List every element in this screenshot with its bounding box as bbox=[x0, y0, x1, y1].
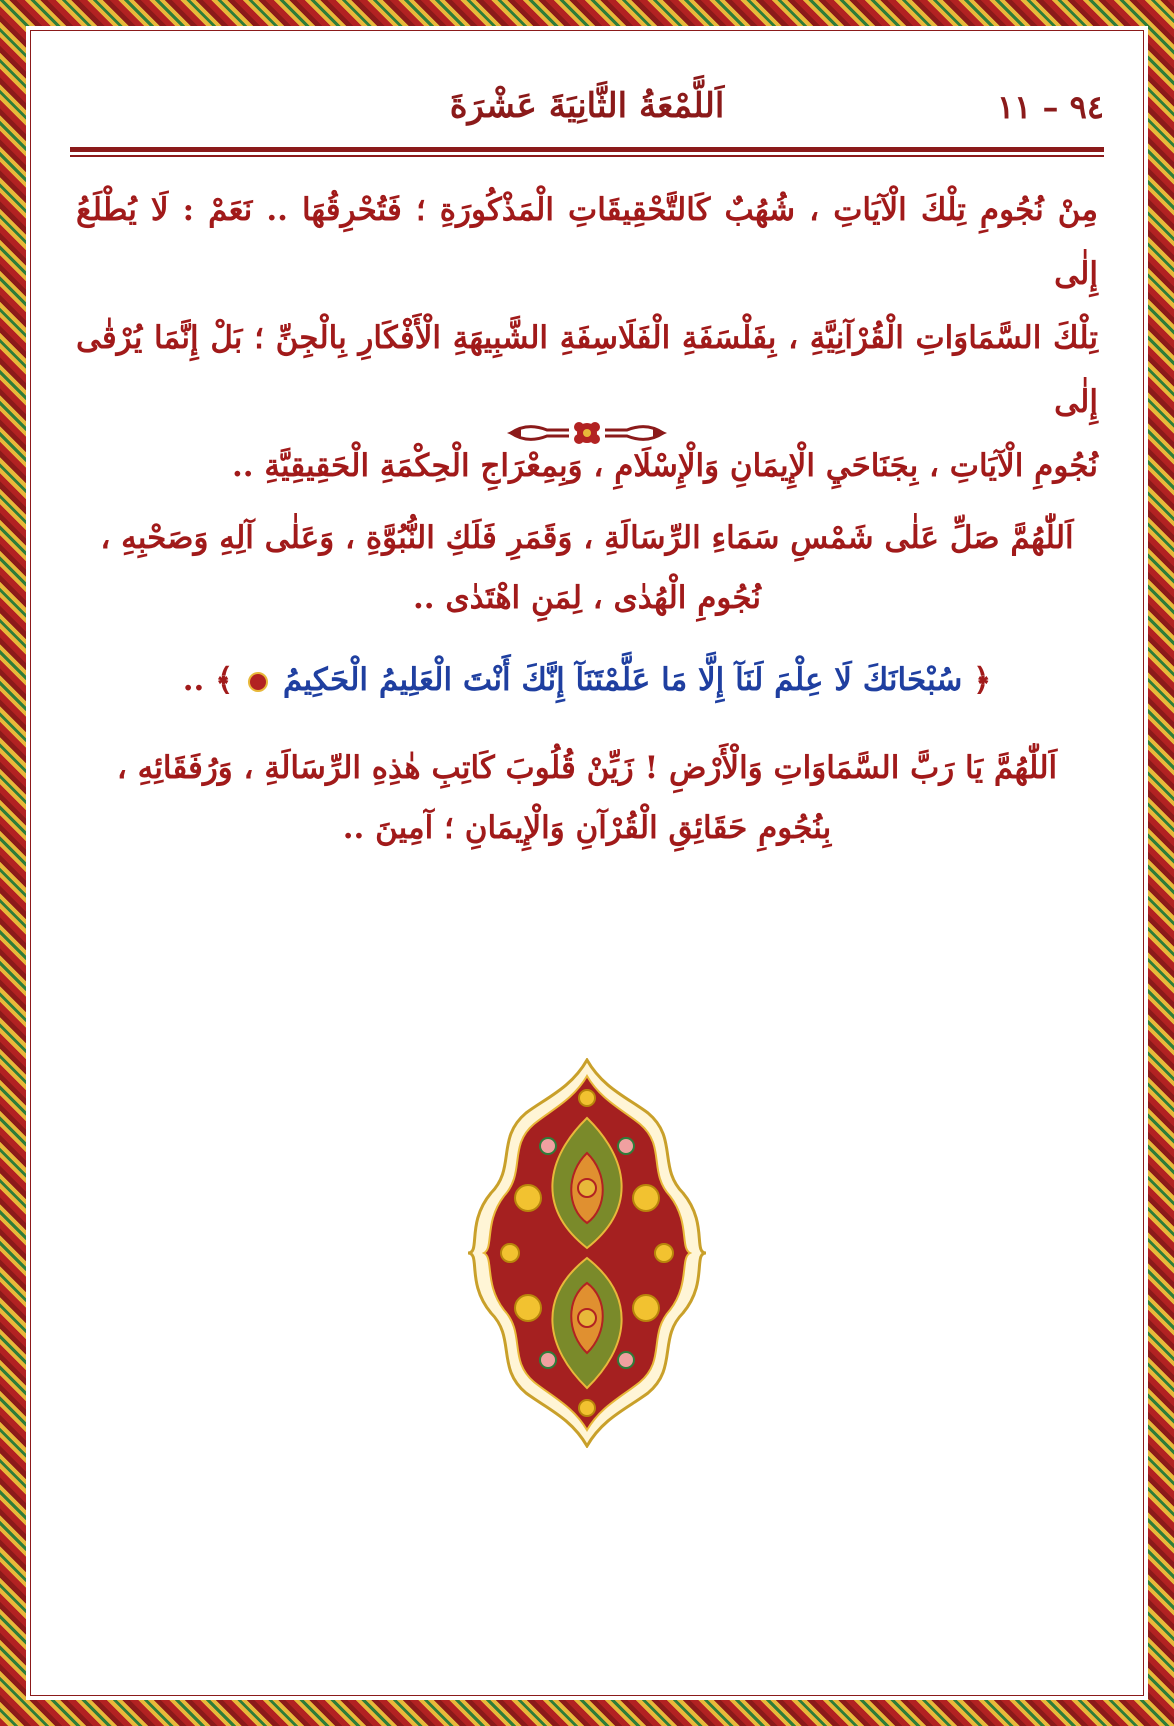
paragraph-line-1: مِنْ نُجُومِ تِلْكَ الْآيَاتِ ، شُهُبٌ كَالتَّحْقِيقَاتِ الْمَذْكُورَةِ ؛ فَتُحْرِقُهَا .. نَعَمْ : لَا يُطْلَعُ إِلٰى bbox=[76, 192, 1098, 292]
floral-medallion-icon bbox=[468, 1058, 706, 1448]
page-header bbox=[70, 82, 1104, 138]
verse-close-bracket: ﴾ bbox=[215, 662, 234, 698]
verse-text: سُبْحَانَكَ لَا عِلْمَ لَنَآ إِلَّا مَا عَلَّمْتَنَآ إِنَّكَ أَنْتَ الْعَلِيمُ الْحَكِيمُ bbox=[282, 662, 963, 698]
ornamental-divider-icon bbox=[507, 416, 667, 450]
paragraph-line-2: تِلْكَ السَّمَاوَاتِ الْقُرْآنِيَّةِ ، بِفَلْسَفَةِ الْفَلَاسِفَةِ الشَّبِيهَةِ الْأَفْكَارِ بِالْجِنِّ ؛ بَلْ إِنَّمَا يُرْقٰى إِلٰى bbox=[76, 320, 1098, 420]
closing-prayer bbox=[80, 738, 1094, 858]
prayer1-line-1: اَللّٰهُمَّ صَلِّ عَلٰى شَمْسِ سَمَاءِ الرِّسَالَةِ ، وَقَمَرِ فَلَكِ النُّبُوَّةِ ، وَعَلٰى آلِهِ وَصَحْبِهِ ، bbox=[100, 520, 1074, 556]
salawat-prayer bbox=[80, 508, 1094, 628]
page-title: اَللَّمْعَةُ الثَّانِيَةَ عَشْرَةَ bbox=[449, 86, 725, 126]
body-paragraph bbox=[76, 178, 1098, 498]
header-rule-thin bbox=[70, 155, 1104, 157]
verse-trail: .. bbox=[182, 662, 205, 698]
prayer1-line-2: نُجُومِ الْهُدٰى ، لِمَنِ اهْتَدٰى .. bbox=[412, 580, 762, 616]
verse-open-bracket: ﴿ bbox=[973, 662, 992, 698]
verse-end-marker-icon bbox=[248, 672, 268, 692]
header-rule bbox=[70, 147, 1104, 152]
prayer2-line-2: بِنُجُومِ حَقَائِقِ الْقُرْآنِ وَالْإِيمَانِ ؛ آمِينَ .. bbox=[342, 810, 832, 846]
page-number: ٩٤ – ١١ bbox=[996, 88, 1104, 126]
paragraph-line-3: نُجُومِ الْآيَاتِ ، بِجَنَاحَيِ الْإِيمَانِ وَالْإِسْلَامِ ، وَبِمِعْرَاجِ الْحِكْمَةِ الْحَقِيقِيَّةِ .. bbox=[231, 448, 1098, 484]
quran-verse bbox=[80, 650, 1094, 710]
prayer2-line-1: اَللّٰهُمَّ يَا رَبَّ السَّمَاوَاتِ وَالْأَرْضِ ! زَيِّنْ قُلُوبَ كَاتِبِ هٰذِهِ الرِّسَالَةِ ، وَرُفَقَائِهِ ، bbox=[116, 750, 1058, 786]
